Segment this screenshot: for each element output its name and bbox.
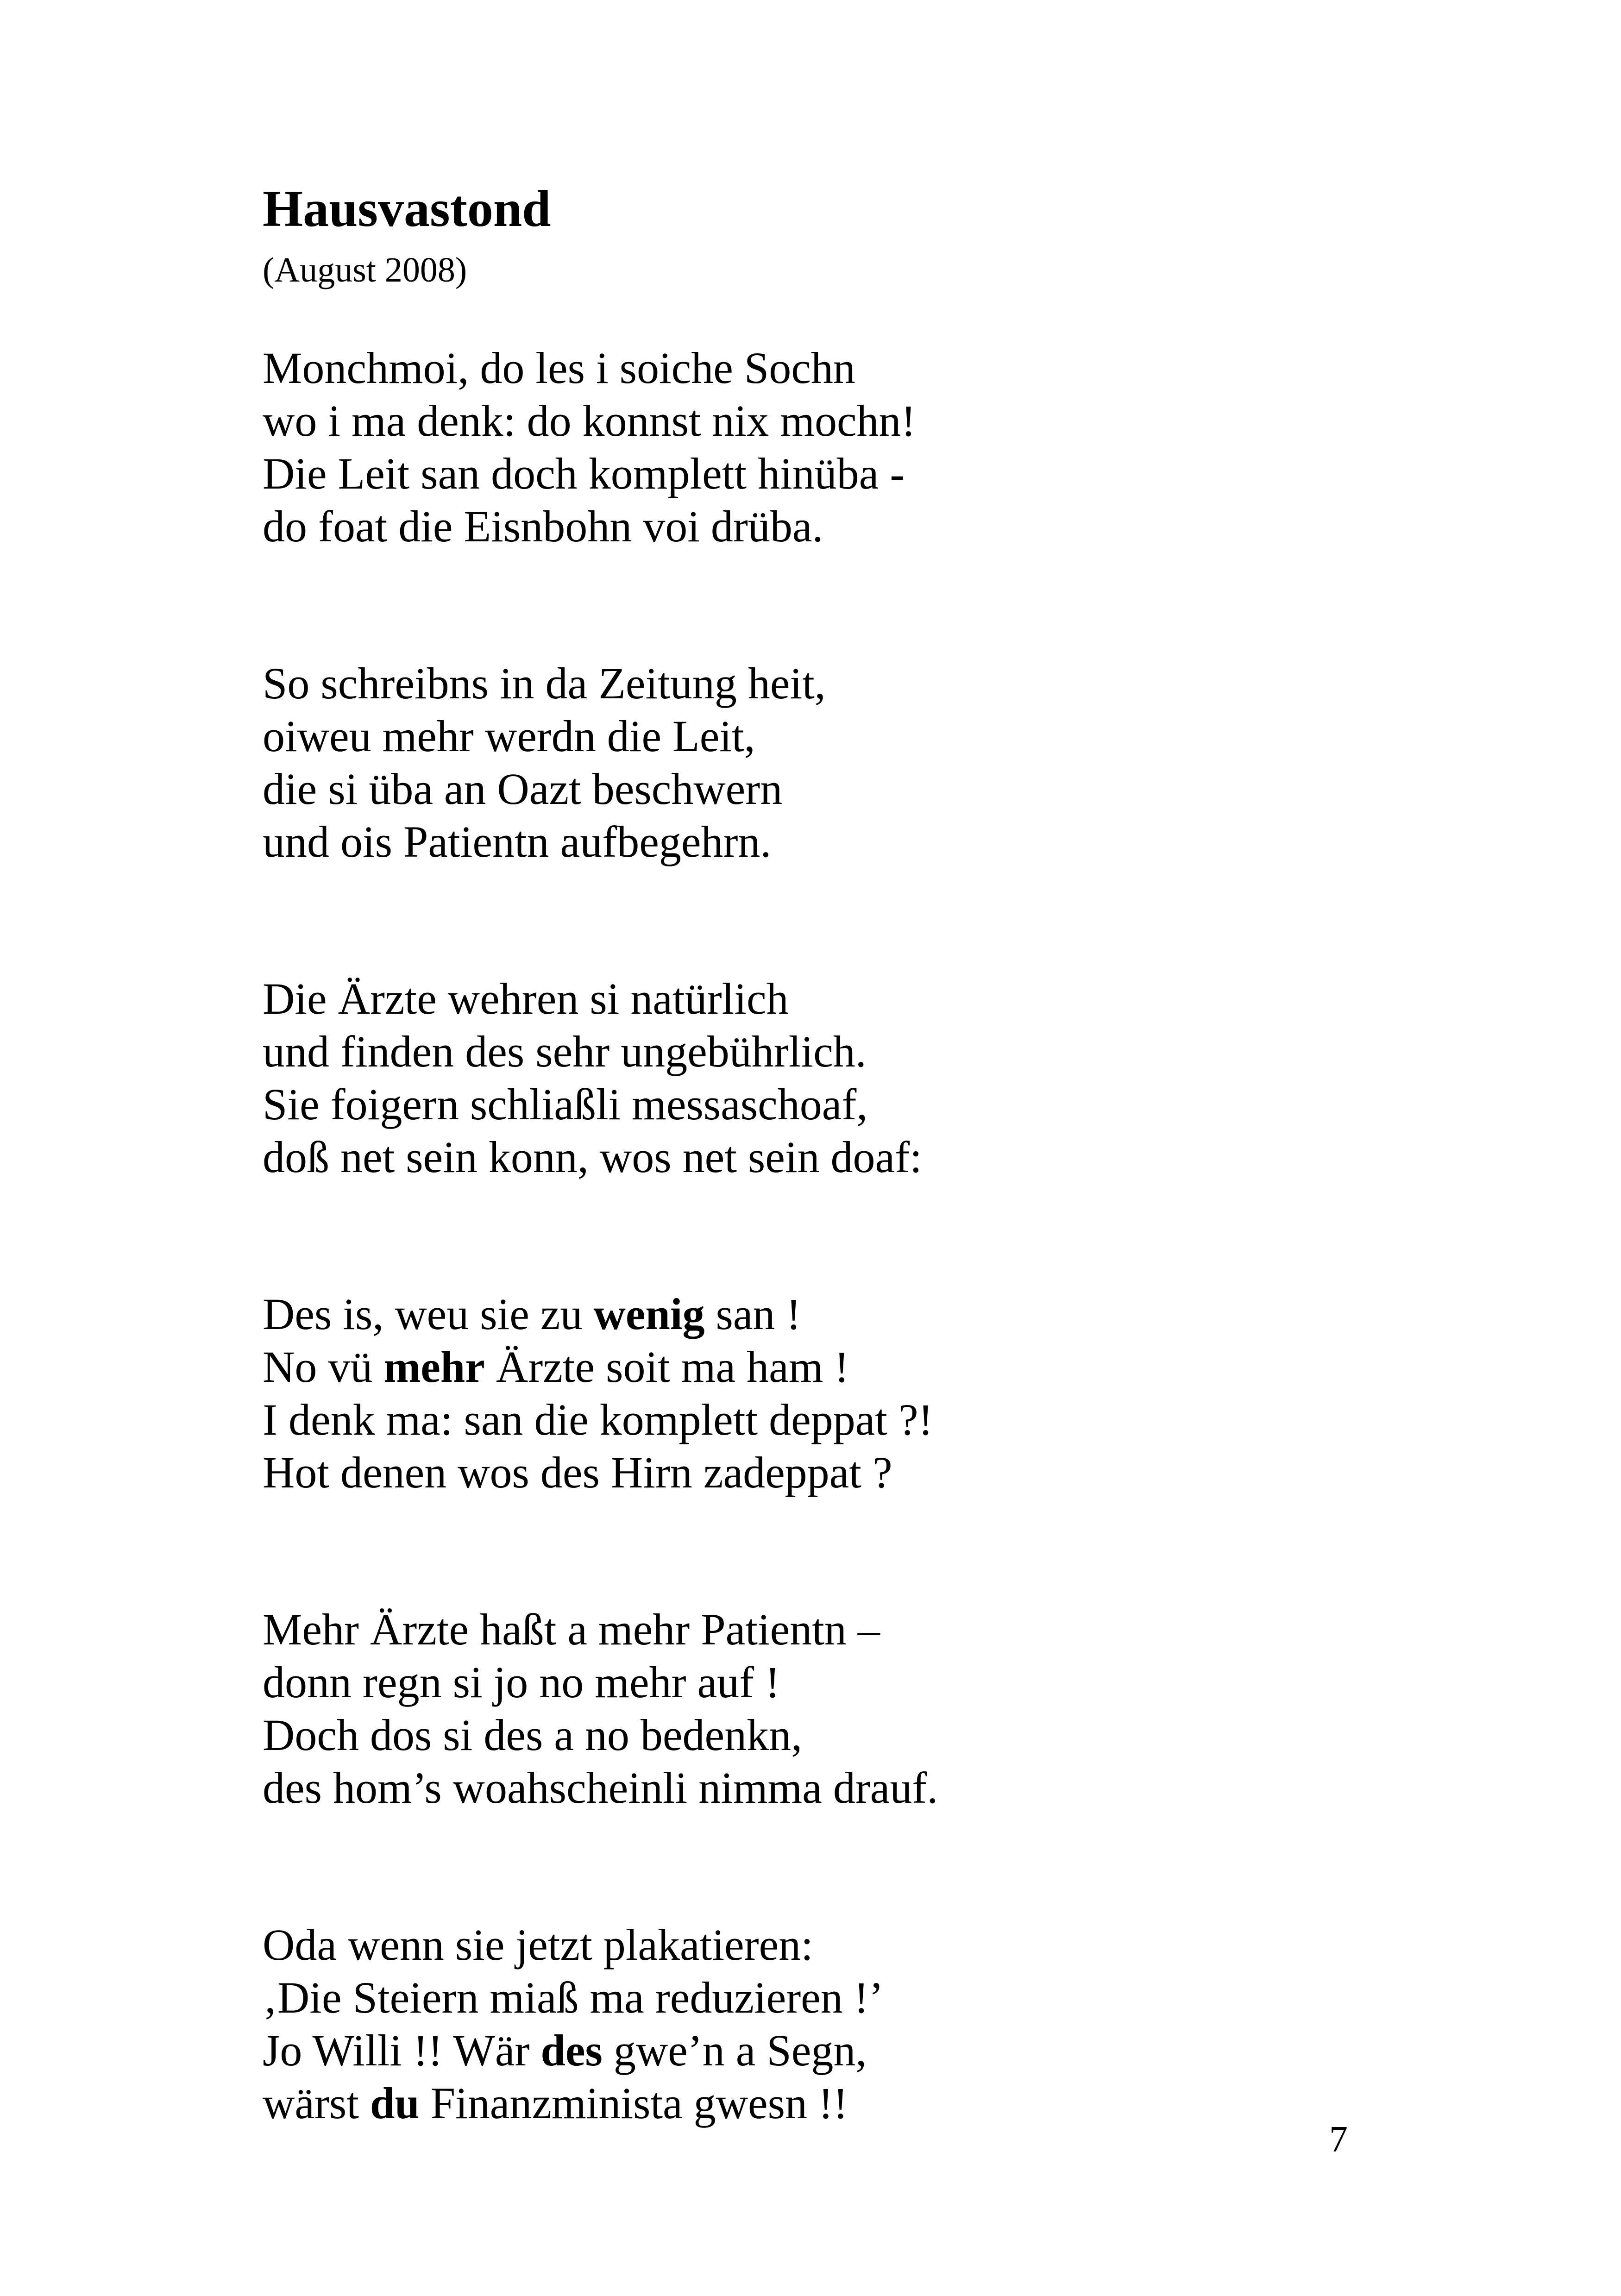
stanza [263,1603,938,1814]
line-text: donn regn si jo no mehr auf ! [263,1657,780,1707]
poem-line [263,1025,938,1078]
page-number: 7 [1329,2119,1348,2160]
line-text: Hot denen wos des Hirn zadeppat ? [263,1448,892,1497]
poem-line [263,1288,938,1341]
poem-line [263,1656,938,1709]
poem-line [263,972,938,1025]
poem-line [263,1078,938,1131]
stanza [263,1919,938,2130]
line-text: Monchmoi, do les i soiche Sochn [263,343,855,393]
line-text: gwe’n a Segn, [602,2026,867,2075]
poem-line [263,657,938,710]
stanza [263,1288,938,1499]
emphasized-word: mehr [383,1342,485,1392]
poem-line [263,1603,938,1656]
line-text: die si üba an Oazt beschwern [263,764,783,814]
poem-line [263,763,938,816]
poem-line [263,447,938,500]
poem-line [263,2024,938,2077]
poem-line [263,1762,938,1814]
line-text: wärst [263,2078,370,2128]
poem-line [263,710,938,763]
poem-line [263,1131,938,1184]
line-text: Jo Willi !! Wär [263,2026,541,2075]
emphasized-word: wenig [593,1289,705,1339]
line-text: san ! [704,1289,801,1339]
stanza [263,342,938,553]
poem-body [263,342,938,2130]
poem-line [263,1446,938,1499]
line-text: und ois Patientn aufbegehrn. [263,817,772,866]
line-text: Mehr Ärzte haßt a mehr Patientn – [263,1605,880,1654]
poem-line [263,2077,938,2130]
line-text: Ärzte soit ma ham ! [484,1342,849,1392]
line-text: Die Ärzte wehren si natürlich [263,974,789,1023]
line-text: I denk ma: san die komplett deppat ?! [263,1395,933,1444]
line-text: Sie foigern schliaßli messaschoaf, [263,1079,868,1129]
line-text: des hom’s woahscheinli nimma drauf. [263,1763,938,1813]
poem-line [263,1393,938,1446]
emphasized-word: du [370,2078,420,2128]
line-text: doß net sein konn, wos net sein doaf: [263,1132,922,1182]
poem-line [263,1709,938,1762]
line-text: Finanzminista gwesn !! [419,2078,848,2128]
line-text: do foat die Eisnbohn voi drüba. [263,502,823,551]
line-text: Des is, weu sie zu [263,1289,594,1339]
line-text: Oda wenn sie jetzt plakatieren: [263,1920,813,1970]
line-text: oiweu mehr werdn die Leit, [263,711,755,761]
poem-line [263,1341,938,1393]
poem-line [263,395,938,447]
line-text: Doch dos si des a no bedenkn, [263,1710,803,1760]
line-text: wo i ma denk: do konnst nix mochn! [263,396,916,445]
line-text: ‚Die Steiern miaß ma reduzieren !’ [263,1973,884,2022]
stanza [263,657,938,868]
poem-line [263,500,938,553]
stanza [263,972,938,1184]
poem-line [263,1919,938,1971]
poem-date: (August 2008) [263,251,467,289]
poem-line [263,816,938,868]
poem-title: Hausvastond [263,180,551,238]
line-text: und finden des sehr ungebührlich. [263,1027,867,1076]
emphasized-word: des [540,2026,603,2075]
line-text: Die Leit san doch komplett hinüba - [263,449,905,498]
poem-line [263,1971,938,2024]
poem-line [263,342,938,395]
line-text: So schreibns in da Zeitung heit, [263,659,826,708]
line-text: No vü [263,1342,384,1392]
